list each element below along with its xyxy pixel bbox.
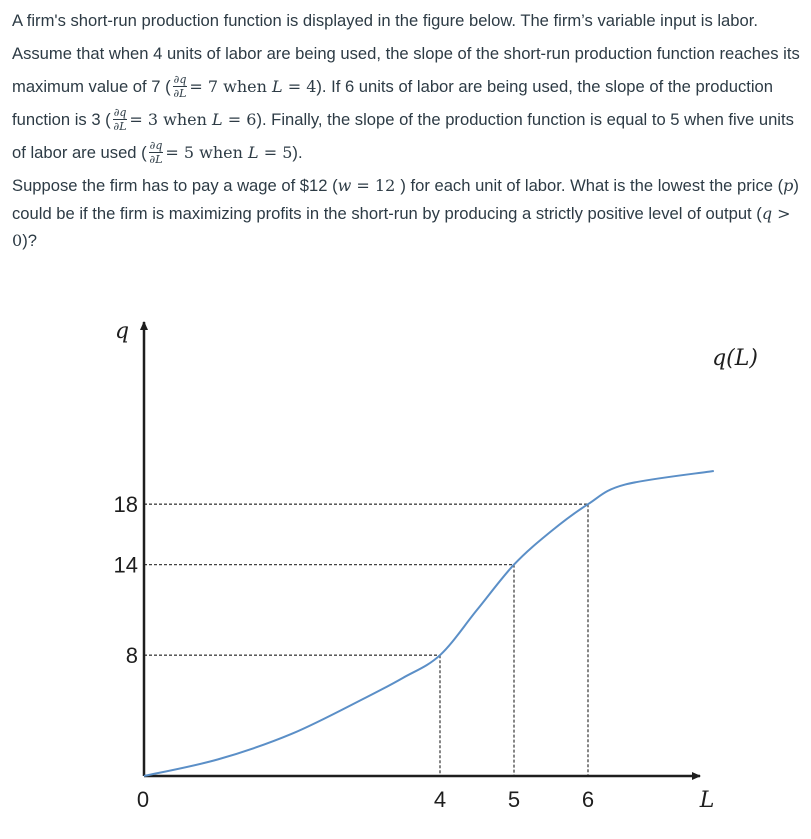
equation-value: = 5: [258, 143, 293, 162]
partial-derivative-fraction: [173, 74, 188, 99]
y-tick-labels: [114, 492, 138, 668]
y-tick-label: 8: [125, 643, 138, 669]
partial-derivative-fraction: [113, 107, 128, 132]
equation-value: = 6: [222, 110, 257, 129]
equation-text: = 5 when: [165, 143, 249, 162]
math-variable: q: [761, 203, 773, 223]
question-text: ) could be if the firm is maximizing profits in the short-run by producing a strictly positive level of output (: [12, 176, 799, 223]
fraction-denominator: ∂L: [113, 120, 127, 134]
fraction-denominator: ∂L: [149, 153, 163, 167]
production-curve: [144, 471, 714, 776]
origin-label: 0: [136, 787, 150, 812]
equation-text: = 7 when: [189, 77, 272, 96]
math-variable: w: [337, 176, 352, 195]
fraction-numerator: ∂q: [149, 139, 163, 153]
question-text: ). Finally, the slope of the production function is equal to 5 when five units of labor are used (: [12, 110, 794, 162]
production-function-graph: [0, 300, 811, 839]
x-tick-label: 6: [581, 787, 595, 812]
partial-derivative-fraction: [149, 140, 164, 165]
x-tick-label: 5: [507, 787, 521, 812]
math-variable: L: [212, 110, 223, 129]
fraction-numerator: ∂q: [173, 73, 187, 87]
fraction-numerator: ∂q: [113, 106, 127, 120]
equation-value: = 12: [351, 176, 401, 195]
guide-lines: [144, 504, 588, 776]
fraction-denominator: ∂L: [173, 87, 187, 101]
x-tick-label: 4: [433, 787, 447, 812]
question-text: ).: [292, 143, 303, 162]
math-variable: L: [248, 143, 259, 162]
question-text: )?: [22, 231, 37, 250]
x-tick-labels: [434, 787, 594, 812]
question-text: ) for each unit of labor. What is the lowest the price (: [400, 176, 784, 195]
question-text: ). If 6 units of labor are being used, the slope of the production function is 3 (: [12, 77, 773, 129]
math-variable: L: [271, 77, 283, 96]
math-variable: p: [783, 176, 794, 195]
y-tick-label: 18: [113, 492, 138, 518]
y-tick-label: 14: [113, 552, 138, 578]
equation-text: = 3 when: [129, 110, 213, 129]
question-paragraph-2: [12, 172, 804, 255]
question-paragraph-1: [12, 4, 804, 169]
curve-label: q(L): [712, 346, 758, 371]
y-axis-label: q: [114, 319, 130, 344]
question-text: Suppose the firm has to pay a wage of $12 (: [12, 176, 338, 195]
equation-value: = 4: [282, 77, 317, 96]
question-text: A firm's short-run production function is displayed in the figure below. The firm’s variable input is labor. Assume that when 4 units of labor are being used, the slope of the short-run production function reaches its maximum value of 7 (: [12, 11, 800, 96]
equation-value: > 0: [12, 203, 791, 250]
x-axis-label: L: [699, 788, 715, 813]
